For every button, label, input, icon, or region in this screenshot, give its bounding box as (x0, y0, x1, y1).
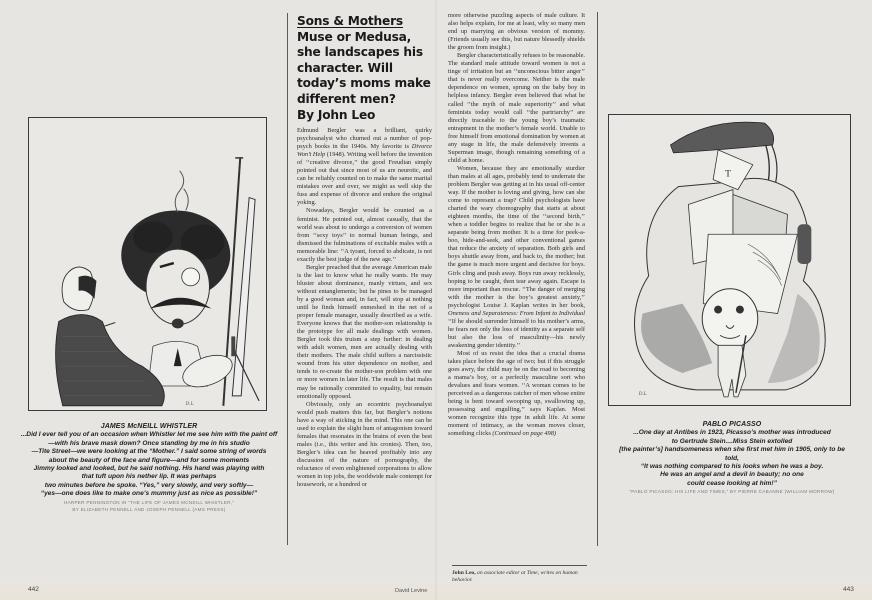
page-number-left: 442 (28, 586, 39, 593)
caption-line: that tuft upon his nether lip. It was perhaps (81, 473, 217, 481)
picasso-illustration (608, 114, 851, 406)
whistler-caricature-icon (29, 118, 266, 410)
caption-line: —Tite Street—we were looking at the “Mother.” I said some string of words (31, 448, 267, 456)
caption-line: to Gertrude Stein....Miss Stein extolled (671, 437, 793, 445)
byline: By John Leo (297, 107, 376, 122)
article-headline (297, 14, 437, 123)
article-paragraph: Edmund Bergler was a brilliant, quirky psychoanalyst who churned out a number of pop-psych books in the 1940s. My favorite is Divorce Won’t Help (1948). Writing well before the invention of ‘‘creative divorce,’’ the good Freudian simply pointed out that since most of us are neurotic, and can be reliably counted on to make the same marital mistakes over and over, we might as well skip the fuss and expense of divorce and endure the original yoking. (297, 127, 432, 207)
caption-line: two minutes before he spoke. “Yes,” very slowly, and very softly— (44, 481, 254, 489)
caption-line: “yes—one does like to make one’s mummy just as nice as possible!” (40, 490, 258, 498)
caption-line: “It was nothing compared to his looks when he was a boy. (640, 463, 824, 471)
column-rule-left (287, 13, 288, 545)
caption-line: —with his brave mask down? Once standing by me in his studio (48, 439, 250, 447)
article-column-2 (448, 12, 585, 438)
caption-line: He was an angel and a devil in beauty; no one (660, 471, 804, 479)
author-bio (452, 570, 587, 584)
article-paragraph: Obviously, only an eccentric psychoanalyst would push matters this far, but Bergler’s notions have a way of sticking in the mind. This one can be used to explain the slight hum of antagonism toward females that resonates in the brains of even the best males (i.e., this writer and his cronies). Then, too, Bergler’s idea can be heaved profitably into any discussion of the nature of pornography, the reluctance of even enlightened corporations to allow women in top jobs, the worldwide male contempt for housework, or a hundred or (297, 400, 432, 489)
picasso-caricature-icon (609, 115, 850, 405)
section-kicker: Sons & Mothers (297, 14, 403, 28)
caption-title: JAMES McNEILL WHISTLER (100, 423, 198, 430)
caption-source: “PABLO PICASSO: HIS LIFE AND TIMES,” BY PIERRE CABANNE (WILLIAM MORROW) (629, 489, 835, 495)
caption-line: ...Did I ever tell you of an occasion when Whistler let me see him with the paint off (20, 431, 278, 439)
whistler-illustration (28, 117, 267, 411)
svg-text:T: T (725, 168, 732, 180)
author-description: an associate editor at Time, writes on human behavior. (452, 570, 578, 583)
svg-text:D.L.: D.L. (185, 401, 195, 407)
caption-source: HARPER PENNINGTON IN “THE LIFE OF JAMES MCNEILL WHISTLER,” (63, 499, 235, 505)
illustration-credit: David Levine (395, 588, 428, 594)
author-name: John Leo, (452, 570, 476, 576)
caption-line: ...One day at Antibes in 1923, Picasso’s mother was introduced (633, 429, 831, 437)
page-number-right: 443 (843, 586, 854, 593)
caption-line: about the beauty of the face and figure—and for some moments (48, 456, 250, 464)
article-paragraph: Bergler characteristically refuses to be reasonable. The standard male attitude toward women is not a tinge of irritation but an ‘‘unconscious bitter anger’’ that is never really overcome. Neither is the male dependence on women, sprung on the baby boy in helpless infancy. Bergler even believed that what he called ‘‘the myth of male superiority’’ and what feminists today would call ‘‘the partriarchy’’ are directly traceable to the young boy’s traumatic entrapment in the mother’s female world. Unable to free himself from emotional domination by women at any stage in life, the male defensively invents a Superman image, though remaining something of a child at home. (448, 52, 585, 164)
caption-line: Jimmy looked and looked, but he said nothing. His hand was playing with (33, 465, 265, 473)
article-paragraph: Most of us resist the idea that a crucial drama takes place before the age of two; but if this struggle goes awry, the child may be on the road to becoming a mama’s boy, or a perfectly masculine sort who devalues and fears women. ‘‘A woman comes to be perceived as a dangerous catcher of men whose entire being is bent toward swooping up, swallowing up, possessing and engulfing,’’ says Kaplan. Most women recognize this type in adult life. At some moment of intimacy, as the woman moves closer, something clicks (Continued on page 498) (448, 349, 585, 438)
caption-line: [the painter’s] handsomeness when she first met him in 1905, only to be told, (619, 446, 845, 462)
article-paragraph: Nowadays, Bergler would be counted as a feminist. He pointed out, almost casually, that the world was about to undergo a conversion of women from ‘‘sexy toys’’ to normal human beings, and dismissed the fulminations of excitable males with a memorable line: ‘‘A tyrant, forced to abdicate, is not exactly the best judge of the new age.’’ (297, 207, 432, 263)
article-paragraph: more otherwise puzzling aspects of male culture. It also helps explain, for me at least, why so many men end up marrying an obvious version of mommy. (Friends usually see this, but nature blessedly shields the groom from insight.) (448, 12, 585, 52)
column-rule-right (597, 12, 598, 546)
article-paragraph: Bergler preached that the average American male is the last to know what he really wants. He may bluster about dominance, manly virtues, and sex without entanglements; but he pines to be managed by a good woman and, in fact, will stop at nothing until he finds himself enmeshed in the net of a proper female manager, usually described as a wife. Everyone knows that the mother-son relationship is the prototype for all male dealings with women. Bergler took this truism a step further: in dealing with adult women, men are actually dealing with their mothers. The male child suffers a narcissistic wound from his utter dependence on mother, and tends to re-create the mother-son problem with one or more women in later life. The result is that males may be rationally commited to equality, but remain emotionally opposed. (297, 263, 432, 400)
whistler-caption (18, 423, 280, 513)
caption-source: BY ELIZABETH PENNELL AND JOSEPH PENNELL (AMS PRESS) (72, 506, 226, 512)
caption-line: could cease looking at him!” (687, 479, 777, 487)
article-paragraph: Women, because they are emotionally sturdier than males at all ages, probably tend to underrate the problem Bergler was getting at in his usual off-center way. If the mother is loving and giving, how can she come to represent a trap? Child psychologists have charted the wary choreography that starts at about eighteen months, the time of the ‘‘second birth,’’ when a toddler begins to realize that he or she is a separate being from mother. It is a time for peek-a-boo, hide-and-seek, and other conventional games that reduce the anxiety of separation. Both girls and boys shuttle away from, and back to, the mother; but the game is much more urgent and decisive for boys. Girls cling and push away. Boys run away recklessly, hoping to be caught, then tear away again. Escape is more important than rescue. ‘‘The danger of merging with the mother is the boy’s greatest anxiety,’’ psychologist Louise J. Kaplan writes in her book, Oneness and Separateness: From Infant to Individual ‘‘If he should surrender himself to his mother’s arms, he fears not only the loss of identity as a separate self but also the loss of masculinity—his newly awakening gender identity.’’ (448, 164, 585, 349)
svg-text:D.L.: D.L. (638, 391, 648, 397)
picasso-caption (612, 421, 852, 495)
headline-deck: Muse or Medusa, she landscapes his character. Will today’s moms make different men? (297, 29, 431, 106)
article-column-1 (297, 127, 432, 489)
caption-title: PABLO PICASSO (702, 421, 762, 428)
bio-divider (452, 565, 587, 566)
